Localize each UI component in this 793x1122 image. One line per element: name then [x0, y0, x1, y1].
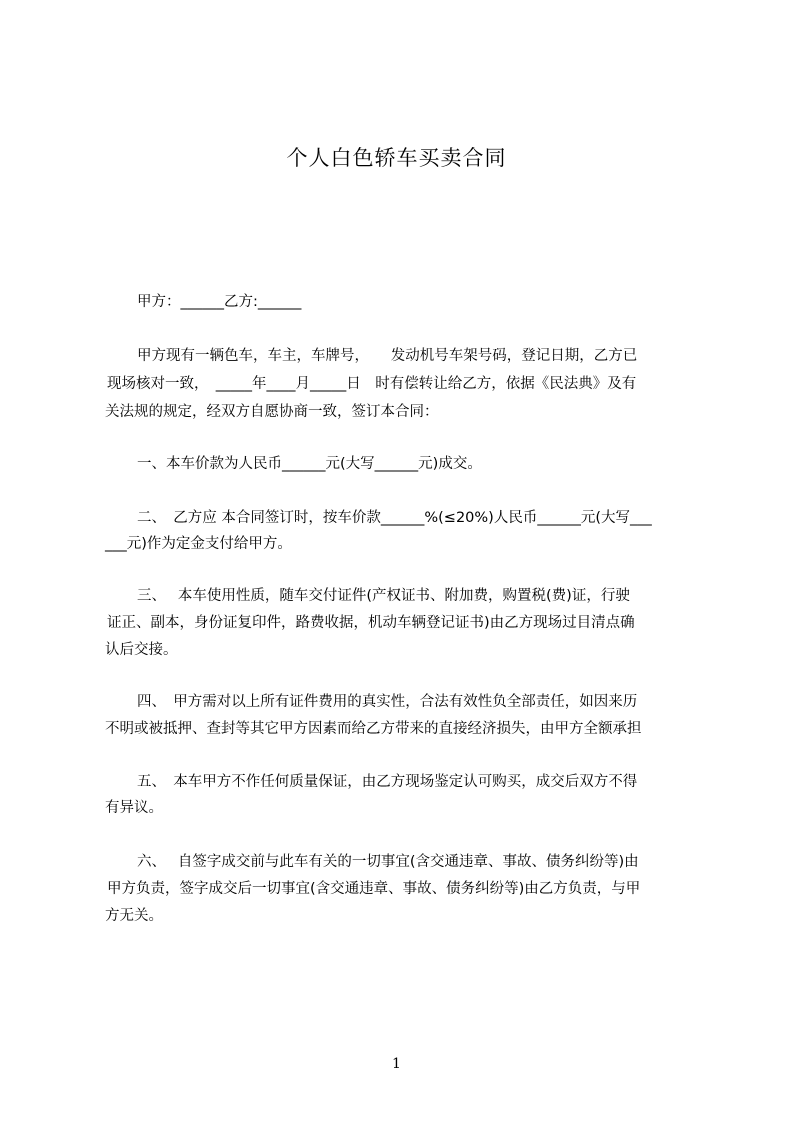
clause-3-line-2: 证正、副本，身份证复印件，路费收据，机动车辆登记证书)由乙方现场过目清点确 — [107, 615, 635, 631]
clause-6-line-1: 六、 自签字成交前与此车有关的一切事宜(含交通违章、事故、债务纠纷等)由 — [137, 854, 639, 870]
clause-5-line-1: 五、 本车甲方不作任何质量保证，由乙方现场鉴定认可购买，成交后双方不得 — [137, 774, 638, 790]
clause-4-line-2: 不明或被抵押、查封等其它甲方因素而给乙方带来的直接经济损失，由甲方全额承担 — [105, 721, 642, 737]
clause-2-line-2: ___元)作为定金支付给甲方。 — [105, 536, 292, 552]
clause-5-line-2: 有异议。 — [105, 800, 163, 816]
clause-3-line-3: 认后交接。 — [105, 642, 178, 658]
intro-line-1: 甲方现有一辆色车，车主，车牌号， 发动机号车架号码，登记日期，乙方已 — [137, 348, 638, 364]
intro-line-2: 现场核对一致， _____年____月_____日 时有偿转让给乙方，依据《民法典》及有 — [107, 376, 637, 392]
clause-2-line-1: 二、 乙方应 本合同签订时，按车价款______%(≤20%)人民币______元(大写___ — [137, 510, 652, 526]
intro-line-3: 关法规的规定，经双方自愿协商一致，签订本合同： — [105, 404, 439, 420]
clause-3-line-1: 三、 本车使用性质，随车交付证件(产权证书、附加费，购置税(费)证，行驶 — [137, 588, 630, 604]
clause-1-line-1: 一、本车价款为人民币______元(大写______元)成交。 — [137, 456, 482, 472]
clause-6-line-2: 甲方负责，签字成交后一切事宜(含交通违章、事故、债务纠纷等)由乙方负责，与甲 — [107, 881, 641, 897]
parties-line: 甲方：______乙方:______ — [137, 294, 302, 310]
clause-6-line-3: 方无关。 — [105, 908, 163, 924]
clause-4-line-1: 四、 甲方需对以上所有证件费用的真实性，合法有效性负全部责任，如因来历 — [137, 694, 638, 710]
contract-title: 个人白色轿车买卖合同 — [286, 146, 507, 170]
page-number: 1 — [392, 1056, 401, 1072]
